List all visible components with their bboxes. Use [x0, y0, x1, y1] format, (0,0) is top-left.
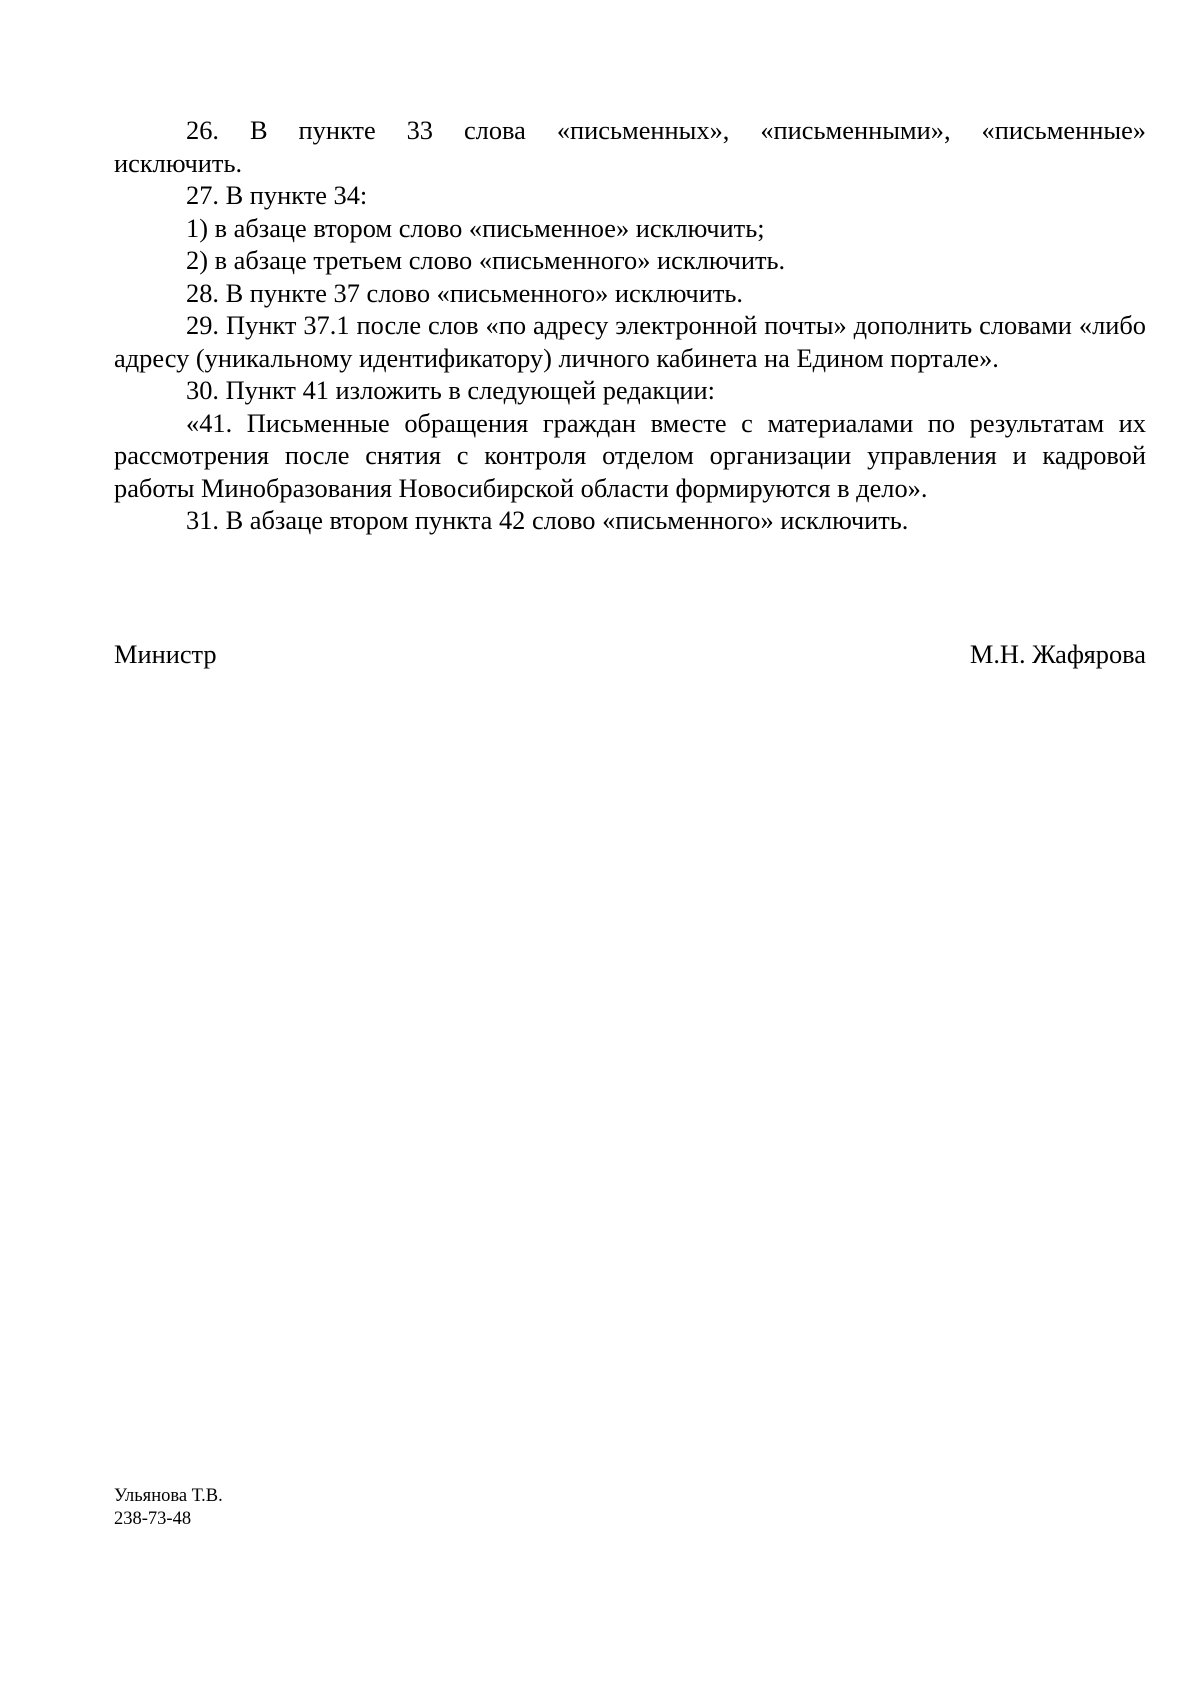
paragraph-26-line-1: 26. В пункте 33 слова «письменных», «письменными», «письменные» [186, 115, 1146, 145]
paragraph-41-quote: «41. Письменные обращения граждан вместе с материалами по результатам их рассмотрения после снятия с контроля отделом организации управления и кадровой работы Минобразования Новосибирской области формируются в дело». [114, 407, 1146, 503]
paragraph-31: 31. В абзаце втором пункта 42 слово «письменного» исключить. [186, 505, 909, 535]
paragraph-27-item-2: 2) в абзаце третьем слово «письменного» исключить. [186, 245, 786, 275]
paragraph-27-item-1: 1) в абзаце втором слово «письменное» исключить; [186, 212, 765, 243]
paragraph-30: 30. Пункт 41 изложить в следующей редакции: [186, 375, 715, 405]
signatory-position: Министр [114, 639, 217, 669]
paragraph-29: 29. Пункт 37.1 после слов «по адресу электронной почты» дополнить словами «либо адресу (уникальному идентификатору) личного кабинета на Едином портале». [114, 310, 1146, 373]
paragraph-28: 28. В пункте 37 слово «письменного» исключить. [186, 277, 743, 308]
executor-phone: 238-73-48 [114, 1509, 192, 1529]
signatory-name: М.Н. Жафярова [969, 639, 1146, 669]
executor-name: Ульянова Т.В. [114, 1486, 223, 1506]
document-body [114, 114, 1146, 537]
paragraph-27: 27. В пункте 34: [186, 180, 368, 210]
paragraph-26-line-2: исключить. [114, 147, 243, 178]
executor-block [114, 1485, 223, 1531]
signature-block [114, 638, 1146, 670]
